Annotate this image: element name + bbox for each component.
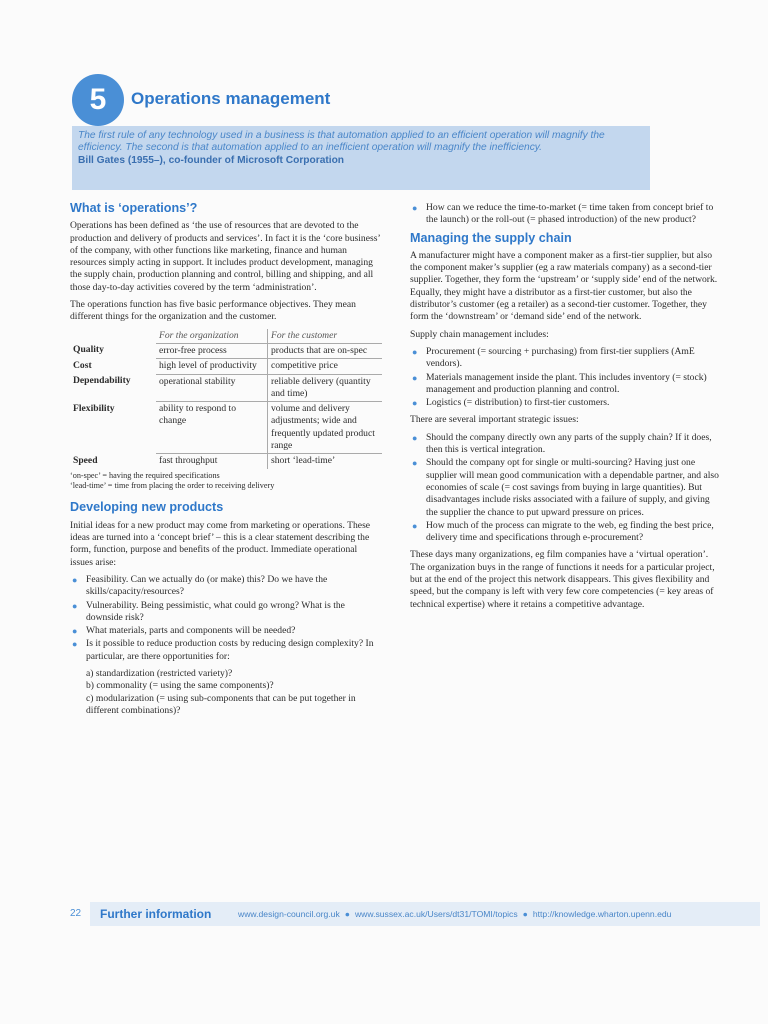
page-number: 22 — [70, 908, 82, 919]
sub-list-item: a) standardization (restricted variety)? — [86, 668, 233, 680]
table-row — [70, 359, 382, 374]
list-item: ● What materials, parts and components will be needed? — [70, 625, 382, 637]
cell-organization: high level of productivity — [156, 359, 268, 374]
list-item: ● Materials management inside the plant. This includes inventory (= stock) management and production planning and control. — [410, 372, 722, 397]
list-item: ● Vulnerability. Being pessimistic, what could go wrong? What is the downside risk? — [70, 600, 382, 625]
link-sussex[interactable]: www.sussex.ac.uk/Users/dt31/TOMI/topics — [354, 909, 518, 919]
table-header-blank — [70, 329, 156, 344]
cell-organization: fast throughput — [156, 454, 268, 469]
bullet-list — [70, 574, 382, 663]
table-row — [70, 374, 382, 402]
row-label: Dependability — [73, 375, 131, 387]
list-item: ● Is it possible to reduce production costs by reducing design complexity? In particular, are there opportunities for: — [70, 638, 382, 663]
note-lead-time: ‘lead-time’ = time from placing the order to receiving delivery — [70, 481, 275, 491]
paragraph: There are several important strategic issues: — [410, 414, 579, 426]
table-header-organization: For the organization — [156, 329, 268, 344]
epigraph-quote — [72, 126, 650, 190]
bullet-separator-icon: ● — [522, 909, 528, 919]
table-row — [70, 454, 382, 469]
list-item: ● Logistics (= distribution) to first-tier customers. — [410, 397, 722, 409]
cell-organization: ability to respond to change — [156, 402, 268, 454]
sub-list — [70, 668, 382, 717]
paragraph: A manufacturer might have a component maker as a first-tier supplier, but also the component maker’s supplier (eg a raw materials company) as a second-tier supplier. Together, they form the ‘upstream’ or ‘supply side’ end of the network. Equally, they might have a distributor as a first-tier customer, but also the distributor’s customer (eg a retailer) as a second-tier customer. Together, they form the ‘downstream’ or ‘demand side’ end of the network. — [410, 249, 718, 323]
chapter-number-circle: 5 — [72, 74, 124, 126]
table-header-customer: For the customer — [271, 329, 338, 341]
list-item: ● Should the company directly own any parts of the supply chain? If it does, then this is vertical integration. — [410, 432, 722, 457]
left-column — [70, 202, 382, 717]
row-label: Quality — [73, 344, 104, 356]
section-heading-developing-new-products: Developing new products — [70, 500, 224, 515]
sub-list-item: b) commonality (= using the same components)? — [86, 680, 274, 692]
list-item: ● How much of the process can migrate to the web, eg finding the best price, delivery time and specifications through e-procurement? — [410, 520, 722, 545]
note-on-spec: ‘on-spec’ = having the required specifications — [70, 470, 220, 480]
further-information-label: Further information — [100, 907, 212, 921]
right-column — [410, 202, 722, 616]
cell-customer: volume and delivery adjustments; wide and frequently updated product range — [268, 402, 383, 454]
quote-text: The first rule of any technology used in a business is that automation applied to an efficient operation will magnify the efficiency. The second is that automation applied to an inefficient operation will magnify the inefficiency. — [78, 130, 605, 154]
chapter-title: Operations management — [131, 89, 331, 108]
row-label: Cost — [73, 359, 92, 371]
table-notes — [70, 471, 382, 492]
quote-source: Bill Gates (1955–), co-founder of Microsoft Corporation — [78, 154, 345, 166]
bullet-separator-icon: ● — [344, 909, 350, 919]
cell-customer: reliable delivery (quantity and time) — [268, 374, 383, 402]
row-label: Speed — [73, 454, 98, 466]
table-row — [70, 343, 382, 358]
cell-organization: operational stability — [156, 374, 268, 402]
list-item: ● Procurement (= sourcing + purchasing) from first-tier suppliers (AmE vendors). — [410, 346, 722, 371]
section-heading-managing-supply-chain: Managing the supply chain — [410, 230, 572, 245]
bullet-list — [410, 432, 722, 545]
footer — [70, 902, 758, 926]
list-item: ● How can we reduce the time-to-market (= time taken from concept brief to the launch) or the roll-out (= phased introduction) of the new product? — [410, 202, 722, 227]
cell-organization: error-free process — [156, 343, 268, 358]
further-information-links — [238, 909, 671, 919]
bullet-list — [410, 202, 722, 227]
link-design-council[interactable]: www.design-council.org.uk — [238, 909, 340, 919]
row-label: Flexibility — [73, 402, 115, 414]
sub-list-item: c) modularization (= using sub-components that can be put together in different combinations)? — [86, 692, 356, 716]
cell-customer: short ‘lead-time’ — [268, 454, 383, 469]
list-item: ● Should the company opt for single or multi-sourcing? Having just one supplier will mean good communication with a dependable partner, and also economies of scale (= cost savings from buying in large quantities). But disadvantages include risks associated with a failure of supply, and giving the supplier the chance to put upward pressure on prices. — [410, 457, 722, 518]
bullet-list — [410, 346, 722, 409]
paragraph: Operations has been defined as ‘the use of resources that are devoted to the production and delivery of products and services’. In fact it is the ‘core business’ of the company, with other functions like marketing, finance and human resources simply acting in support. It includes product development, managing the supply chain, production planning and control, billing and shipping, and all those day-to-day activities covered by the term ‘administration’. — [70, 220, 380, 293]
paragraph: These days many organizations, eg film companies have a ‘virtual operation’. The organization buys in the range of functions it needs for a particular project, but at the end of the project this network disappears. This gives flexibility and speed, but the company is left with very few core competencies (= key areas of technical expertise) where it retains a competitive advantage. — [410, 549, 715, 610]
paragraph: The operations function has five basic performance objectives. They mean different things for the organization and the customer. — [70, 299, 356, 323]
list-item: ● Feasibility. Can we actually do (or make) this? Do we have the skills/capacity/resources? — [70, 574, 382, 599]
cell-customer: products that are on-spec — [268, 343, 383, 358]
section-heading-what-is-operations: What is ‘operations’? — [70, 201, 198, 215]
link-wharton[interactable]: http://knowledge.wharton.upenn.edu — [532, 909, 672, 919]
performance-objectives-table — [70, 329, 382, 469]
table-row — [70, 402, 382, 454]
paragraph: Initial ideas for a new product may come from marketing or operations. These ideas are turned into a ‘concept brief’ – this is a clear statement describing the form, function, purpose and benefits of the product. Immediate operational issues arise: — [70, 519, 371, 568]
cell-customer: competitive price — [268, 359, 383, 374]
paragraph: Supply chain management includes: — [410, 328, 549, 340]
